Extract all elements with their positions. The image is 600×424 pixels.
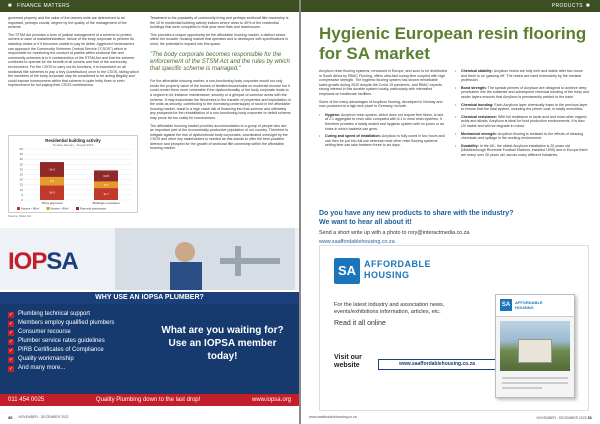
magazine-cover-image xyxy=(495,294,575,398)
promo-subheading: We want to hear all about it! xyxy=(319,219,412,226)
page-number: 31 xyxy=(587,414,592,420)
y-tick-label: 35 xyxy=(19,162,23,167)
iopsa-banner xyxy=(0,228,299,290)
paragraph: This provides a unique opportunity for the affordable housing market, a distinct sector within the broader housing market that operates and is developed with specifications in mind, the potential to expand into this space. xyxy=(150,32,289,46)
y-tick-label: 25 xyxy=(19,172,23,177)
y-tick-label: 15 xyxy=(19,182,23,187)
x-tick-label: Plans approved xyxy=(41,201,63,205)
bullet-icon: ■ xyxy=(586,3,591,9)
article-column-2 xyxy=(455,69,589,161)
footer-url[interactable]: www.saaffordablehousing.co.za xyxy=(309,415,357,419)
legend-swatch xyxy=(76,207,79,210)
legend-label: Houses > 80m² xyxy=(21,207,40,211)
promo-text[interactable]: Send a short write up with a photo to rory@interactmedia.co.za xyxy=(319,230,470,236)
legend-label: Flats and townhouses xyxy=(80,207,107,211)
iopsa-advert[interactable] xyxy=(0,228,299,406)
promo-heading: Do you have any new products to share with the industry? xyxy=(319,210,514,217)
y-tick-label: 5 xyxy=(21,192,23,197)
paragraph: governed properly and the value of the owners units are determined to an important, perhaps crucial, degree by the quality of the management of the scheme. xyxy=(8,16,127,30)
plumber-photo-icon xyxy=(115,228,295,290)
promo-url[interactable]: www.saaffordablehousing.co.za xyxy=(319,239,395,245)
y-tick-label: 30 xyxy=(19,167,23,172)
cover-brand: AFFORDABLE HOUSING xyxy=(515,300,543,310)
cover-text-lines xyxy=(502,377,568,392)
product-submission-promo xyxy=(319,209,589,245)
tagline: Quality Plumbing down to the last drop! xyxy=(95,397,201,403)
iopsa-body xyxy=(0,304,299,406)
article-column-1 xyxy=(319,69,447,151)
paragraph: Testament to the popularity of community living and perhaps sectional title ownership is the 10 th residential building activity indices where close to 40% of the residential buildings that were completed in that year were flats and townhouses. xyxy=(150,16,289,30)
iopsa-logo: IOPSA xyxy=(8,248,78,275)
legend-label: Houses < 80m² xyxy=(50,207,69,211)
section-title: PRODUCTS xyxy=(551,3,583,9)
pull-quote: "The body corporate becomes responsible for the enforcement of the STSM Act and the rules by which that specific scheme is managed." xyxy=(150,51,290,72)
page-footer xyxy=(0,410,299,424)
data-label: 14,6 xyxy=(49,167,55,172)
cover-masthead xyxy=(496,295,574,317)
left-page xyxy=(0,0,299,424)
chart-plot xyxy=(9,136,139,214)
check-icon: ✓ xyxy=(8,356,14,363)
house-icon xyxy=(518,339,552,363)
chart-title: Residential building activity xyxy=(45,138,101,143)
y-tick-label: 10 xyxy=(19,187,23,192)
cover-photo xyxy=(500,321,570,371)
iopsa-footer xyxy=(0,394,299,406)
section-title: FINANCE MATTERS xyxy=(17,3,70,9)
y-tick-label: 20 xyxy=(19,177,23,182)
check-icon: ✓ xyxy=(8,311,14,318)
article-headline: Hygienic European resin flooring for SA market xyxy=(319,24,587,63)
list-item: • Chemical resistance: With full resistance to lactic acid and most other organic acids and alkalis, Acrylicon is ideal for food production environments. It is also UV stable and will not degrade in colour. xyxy=(455,115,589,129)
bar-chart xyxy=(8,135,138,213)
phone-number[interactable]: 011 454 0025 xyxy=(8,397,45,403)
sa-affordable-housing-advert[interactable] xyxy=(319,245,589,411)
check-icon: ✓ xyxy=(8,329,14,336)
y-tick-label: 0 xyxy=(21,198,23,202)
sa-logo: SA xyxy=(334,258,360,284)
issue-date: NOVEMBER - DECEMBER 2022 xyxy=(18,415,69,419)
check-icon: ✓ xyxy=(8,347,14,354)
list-item: • Hygiene: Acrylicon resin system, which does not require free fibers, is laid at 2:1 aggregate to resin ratio compared with 6:1 in most resin systems. It therefore provides a totally sealed and hygienic system with no pores or air holes in which bacteria can grow. xyxy=(319,113,447,131)
right-page xyxy=(301,0,600,424)
data-label: 8,3 xyxy=(49,179,55,184)
list-item: ✓ Plumbing technical support xyxy=(8,311,91,318)
list-item: • Durability: In the UK, the oldest Acrylicon installation is 25 years old (Middlesbrough Riverside Football Stadium, installed 1995) and in Europe there are many over 30 years old, across many different industries. xyxy=(455,144,589,158)
check-icon: ✓ xyxy=(8,365,14,372)
list-item: • Chemical stability: Acrylicon resins are fully inert and stable after two hours and there is no 'gassing off'. The resins are used extensively by the medical profession. xyxy=(455,69,589,83)
why-iopsa-heading: WHY USE AN IOPSA PLUMBER? xyxy=(0,292,299,304)
page-number: 30 xyxy=(8,414,13,420)
paragraph: The STSM Act provides a form of judicial management of a scheme to protect owners in case of maladministration, failure of the body corporate to perform its statutory duties or if it becomes unable to pay its debts. Aggrieved homeowners can approach the Community Schemes Ombud Service ("CSOS") which is responsible for monitoring the conduct of parties within sectional title and community schemes is to it contravention of the STSM Act and that the scheme continues to operate for the benefit of all owners and that of the community environment. For the CSOS to carry out its functions, it is incumbent on all sectional title schemes to pay a levy (contribution) once to the CSOS, failing which the members of the body corporate may be considered to be acting illegally and could expose homeowners within that scheme to quite hefty fines or even imprisonment for not paying their CSOS contributions. xyxy=(8,32,139,88)
list-item: ✓ Consumer recourse xyxy=(8,329,71,336)
website-link[interactable]: www.saaffordablehousing.co.za xyxy=(378,359,496,370)
article-column-1 xyxy=(8,16,140,91)
list-item: • Curing and speed of installation: Acrylicon is fully cured in two hours and can then be put into full use whereas most other resin flooring systems' setting time can take between three to six days. xyxy=(319,134,447,148)
chart-source: Source: Stats SA xyxy=(8,214,31,218)
y-tick-label: 50 xyxy=(19,147,23,151)
legend-swatch xyxy=(17,207,20,210)
paragraph: For the affordable housing market, a non-functioning body corporate would not only erode the property value of the homes of families/households on moderate income but it could render them more vulnerable if the dysfunctionality of the body corporate leads to a neglect in for instance maintenance, security or a glimpse of common areas with the scheme. It may exacerbate the fierceness in the transfer of properties and exploitation of the units as security, contributing to the increasing undersupply of stock in the affordable housing market, result in a high crash risk of financing into that scheme and ultimately any prospects for the rehabilitation of a non-functioning body corporate or deficit scheme may prove far too costly for homeowners. xyxy=(150,79,291,120)
check-icon: ✓ xyxy=(8,338,14,345)
legend-swatch xyxy=(47,207,50,210)
ad-copy: For the latest industry and association news, events/exhibitions information, articles, etc. Read it all online xyxy=(334,302,445,327)
bullet-icon: ■ xyxy=(8,3,13,9)
visit-label: Visit our website xyxy=(334,354,362,369)
article-column-2 xyxy=(150,16,291,154)
list-item: ✓ And many more... xyxy=(8,365,66,372)
list-item: • Mechanical strength: Acrylicon flooring is resistant to the effects of cleaning chemicals and spillage in the working environment. xyxy=(455,132,589,141)
chart-subtitle: To date January - August 2015 xyxy=(52,143,94,147)
list-item: • Chemical bonding: Each Acrylicon layer chemically fuses to the previous layer to ensure that the total system, including the primer coat, is totally monolithic. xyxy=(455,103,589,112)
paragraph: Acrylicon resin flooring systems, renowned in Europe, and soon to be distributed in South Africa by RBAC Flooring, offers ultra-fast curing time coupled with high compressive strength. The hygienic flooring system has shown remarkable sales growth during 2020 despite the Covid-19 pandemic, and RBAC expects strong interest in this durable system locally, particularly with intensified emphasis on healthcare facilities. xyxy=(319,69,447,96)
data-label: 6,5 xyxy=(103,182,109,187)
data-label: 11,7 xyxy=(103,192,109,197)
x-tick-label: Buildings completed xyxy=(92,201,120,205)
data-label: 10,8 xyxy=(103,173,109,178)
sa-logo: SA xyxy=(500,299,512,311)
list-item: • Bond strength: The special primers of Acrylicon are designed to achieve deep penetration into the substrate and subsequent chemical bonding of the body and sealer layers ensures that Acrylicon is permanently welded to the base. xyxy=(455,86,589,100)
iopsa-url[interactable]: www.iopsa.org xyxy=(251,397,291,403)
brand-name: AFFORDABLE HOUSING xyxy=(364,259,431,280)
page-footer xyxy=(301,410,600,424)
list-item: ✓ Plumber service rates guidelines xyxy=(8,338,105,345)
section-header xyxy=(301,0,600,12)
list-item: ✓ Members employ qualified plumbers xyxy=(8,320,115,327)
benefit-list xyxy=(8,310,148,373)
paragraph: The affordable housing market provides accommodation to a group of people who are an important part of the economically productive population of our country. Therefore to mitigate against the risk of dysfunctional body corporates, coordinated oversight by the CSOS and other key stakeholders is needed as this stands to offer the best possible defence and prospect for the growth of sectional title ownership within the affordable housing market. xyxy=(150,123,289,151)
issue-date: NOVEMBER - DECEMBER 2022 xyxy=(536,415,587,420)
y-tick-label: 40 xyxy=(19,157,23,162)
list-item: ✓ Quality workmanship xyxy=(8,356,74,363)
data-label: 14,3 xyxy=(49,190,55,195)
call-to-action: What are you waiting for? Use an IOPSA member today! xyxy=(161,325,284,362)
section-header xyxy=(0,0,299,12)
check-icon: ✓ xyxy=(8,320,14,327)
list-item: ✓ PIRB Certificates of Compliance xyxy=(8,347,104,354)
paragraph: Some of the many advantages of Acrylicon flooring, developed in Norway and now produced at a high-tech plant in Germany, include: xyxy=(319,99,443,109)
y-tick-label: 45 xyxy=(19,152,23,157)
